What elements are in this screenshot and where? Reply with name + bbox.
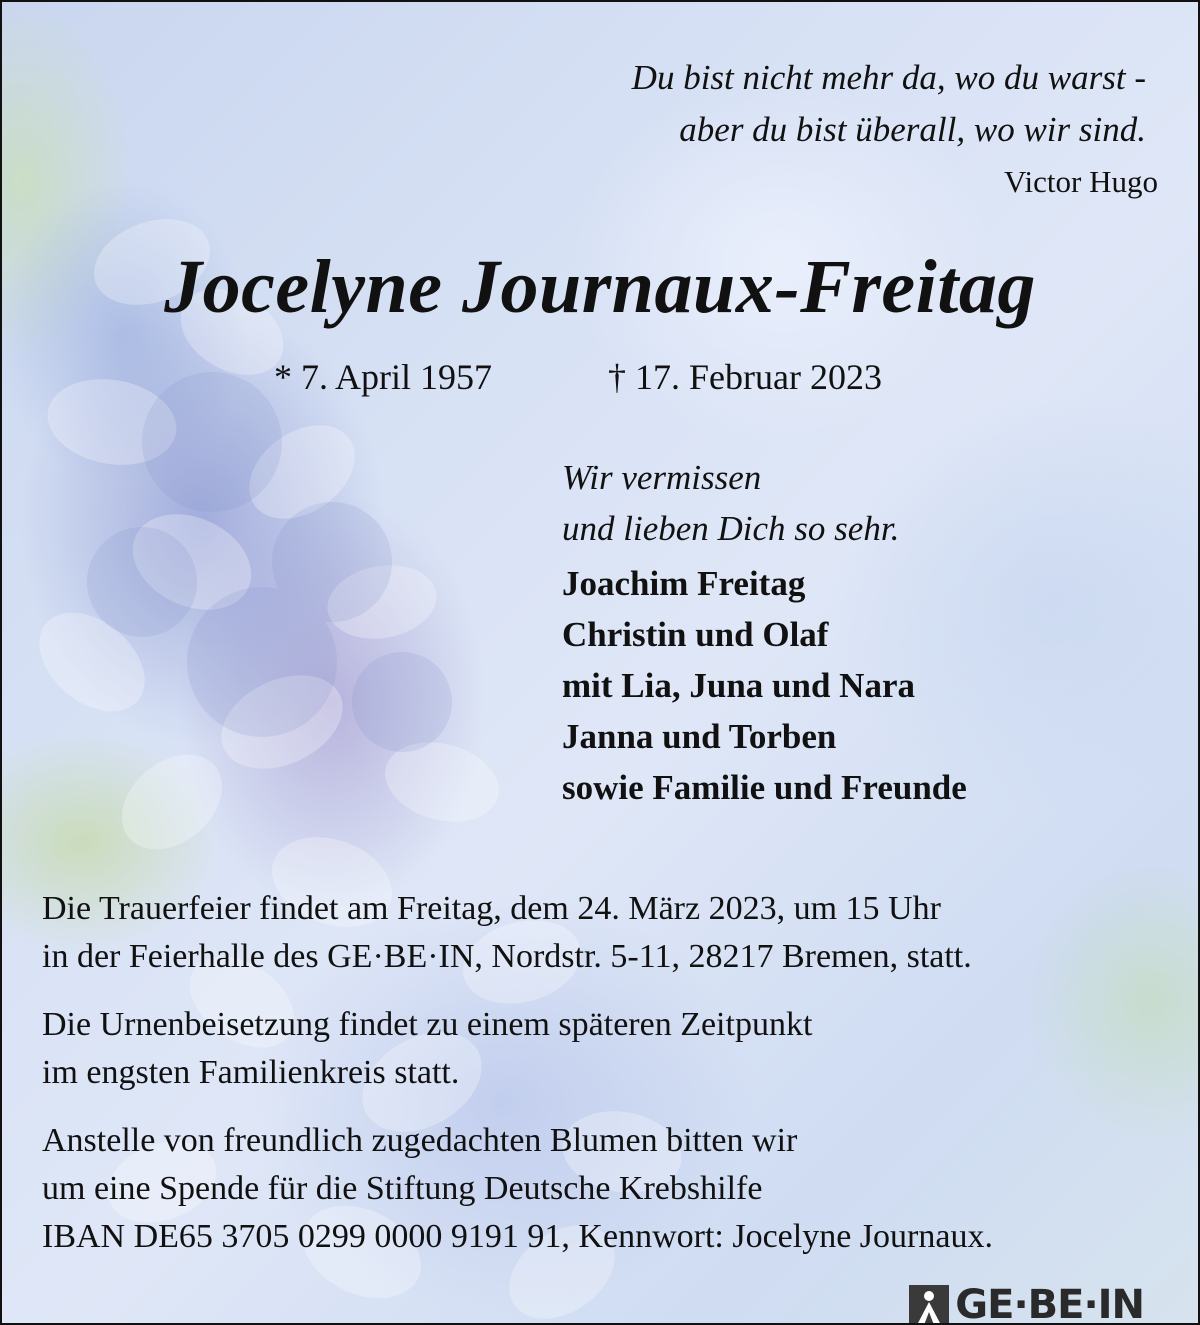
family-member: Joachim Freitag <box>562 564 806 603</box>
message-line-2: und lieben Dich so sehr. <box>562 509 900 548</box>
gebein-logo-text: GE·BE·IN <box>955 1282 1144 1325</box>
family-member: Christin und Olaf <box>562 615 829 654</box>
donation-line-3: IBAN DE65 3705 0299 0000 9191 91, Kennwort: Jocelyne Journaux. <box>42 1218 993 1255</box>
deceased-name: Jocelyne Journaux-Freitag <box>164 245 1036 329</box>
burial-line-1: Die Urnenbeisetzung findet zu einem späteren Zeitpunkt <box>42 1006 813 1043</box>
family-member: Janna und Torben <box>562 717 837 756</box>
burial-line-2: im engsten Familienkreis statt. <box>42 1054 460 1091</box>
family-member: mit Lia, Juna und Nara <box>562 666 915 705</box>
ceremony-line-2: in der Feierhalle des GE·BE·IN, Nordstr. 5-11, 28217 Bremen, statt. <box>42 938 972 975</box>
gebein-logo <box>909 1282 1144 1325</box>
ceremony-line-1: Die Trauerfeier findet am Freitag, dem 24. März 2023, um 15 Uhr <box>42 890 941 927</box>
quote-line-2: aber du bist überall, wo wir sind. <box>679 110 1146 149</box>
message-line-1: Wir vermissen <box>562 458 762 497</box>
gebein-logo-icon <box>909 1285 949 1325</box>
birth-date: * 7. April 1957 <box>274 357 493 397</box>
quote-line-1: Du bist nicht mehr da, wo du warst - <box>631 58 1146 97</box>
quote-author: Victor Hugo <box>1004 164 1158 199</box>
death-date: † 17. Februar 2023 <box>608 357 882 397</box>
donation-line-1: Anstelle von freundlich zugedachten Blumen bitten wir <box>42 1122 798 1159</box>
donation-line-2: um eine Spende für die Stiftung Deutsche Krebshilfe <box>42 1170 763 1207</box>
family-member: sowie Familie und Freunde <box>562 768 967 807</box>
